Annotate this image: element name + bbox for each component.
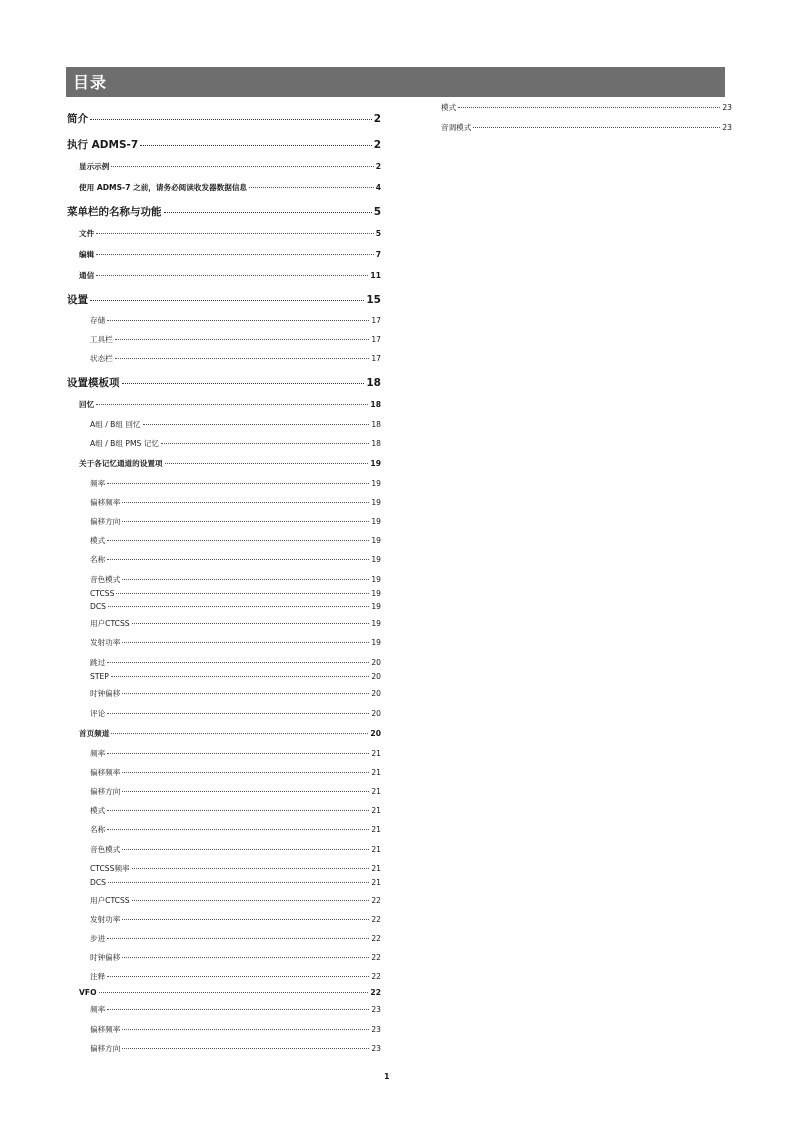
toc-leader-dots (111, 166, 373, 167)
toc-leader-dots (122, 919, 369, 920)
toc-leader-dots (122, 383, 365, 384)
toc-entry-label: 注释 (90, 972, 106, 981)
toc-leader-dots (107, 559, 369, 560)
toc-entry-label: 回忆 (79, 400, 95, 409)
toc-entry[interactable] (67, 375, 381, 390)
toc-leader-dots (107, 662, 369, 663)
toc-entry[interactable] (90, 315, 381, 326)
toc-entry[interactable] (90, 334, 381, 345)
toc-entry-page: 20 (371, 672, 381, 681)
toc-entry-page: 19 (371, 517, 381, 526)
toc-entry-page: 2 (373, 139, 381, 151)
toc-entry[interactable] (90, 637, 381, 648)
toc-leader-dots (107, 829, 369, 830)
toc-entry-label: 执行 ADMS-7 (67, 139, 139, 151)
toc-entry-page: 22 (371, 934, 381, 943)
toc-entry-page: 17 (371, 354, 381, 363)
toc-entry-page: 19 (371, 555, 381, 564)
toc-entry-label: 状态栏 (90, 354, 113, 363)
toc-entry-label: 音调模式 (441, 123, 472, 132)
toc-leader-dots (122, 521, 369, 522)
toc-entry-label: A组 / B组 回忆 (90, 420, 141, 429)
toc-entry-label: 频率 (90, 1005, 106, 1014)
toc-leader-dots (107, 540, 369, 541)
toc-leader-dots (473, 127, 720, 128)
toc-entry-page: 2 (375, 162, 381, 171)
toc-entry-label: 显示示例 (79, 162, 110, 171)
toc-entry-label: 时钟偏移 (90, 689, 121, 698)
toc-entry-label: STEP (90, 672, 109, 681)
toc-entry[interactable] (90, 353, 381, 364)
toc-entry-label: 首页频道 (79, 729, 110, 738)
toc-entry[interactable] (90, 1004, 381, 1015)
toc-leader-dots (96, 233, 374, 234)
toc-entry-page: 22 (371, 915, 381, 924)
toc-leader-dots (122, 1029, 369, 1030)
toc-entry-page: 19 (371, 638, 381, 647)
toc-entry-label: 名称 (90, 555, 106, 564)
toc-entry[interactable] (90, 438, 381, 449)
toc-entry[interactable] (90, 618, 381, 629)
toc-entry[interactable] (90, 767, 381, 778)
toc-leader-dots (140, 145, 372, 146)
toc-entry-page: 19 (371, 575, 381, 584)
toc-entry[interactable] (441, 102, 732, 113)
toc-entry[interactable] (90, 657, 381, 668)
toc-entry-label: 通信 (79, 271, 95, 280)
toc-entry[interactable] (90, 952, 381, 963)
toc-header-bar (66, 67, 725, 97)
toc-entry[interactable] (90, 478, 381, 489)
toc-entry-page: 19 (371, 498, 381, 507)
toc-leader-dots (122, 693, 369, 694)
toc-entry[interactable] (90, 844, 381, 855)
toc-entry-page: 18 (366, 377, 381, 389)
toc-leader-dots (122, 791, 369, 792)
toc-entry-page: 7 (375, 250, 381, 259)
toc-entry-page: 21 (371, 878, 381, 887)
toc-entry-label: 存储 (90, 316, 106, 325)
toc-entry[interactable] (90, 1043, 381, 1054)
toc-entry-label: A组 / B组 PMS 记忆 (90, 439, 159, 448)
toc-entry-page: 23 (722, 103, 732, 112)
toc-entry[interactable] (90, 497, 381, 508)
toc-entry[interactable] (67, 111, 381, 126)
toc-entry[interactable] (90, 805, 381, 816)
toc-leader-dots (107, 938, 369, 939)
toc-entry-label: 模式 (90, 536, 106, 545)
toc-entry[interactable] (79, 249, 381, 260)
toc-entry[interactable] (90, 895, 381, 906)
toc-entry[interactable] (90, 688, 381, 699)
toc-leader-dots (108, 606, 369, 607)
toc-leader-dots (132, 900, 370, 901)
toc-entry-page: 22 (371, 972, 381, 981)
toc-entry[interactable] (90, 933, 381, 944)
toc-entry-page: 19 (371, 602, 381, 611)
toc-entry-label: 音色模式 (90, 845, 121, 854)
toc-leader-dots (122, 642, 369, 643)
toc-entry-label: 设置 (67, 294, 88, 306)
toc-leader-dots (122, 849, 369, 850)
toc-entry[interactable] (90, 602, 381, 611)
toc-leader-dots (132, 868, 370, 869)
toc-leader-dots (90, 300, 364, 301)
toc-entry-label: DCS (90, 602, 106, 611)
toc-entry[interactable] (67, 137, 381, 152)
toc-entry-page: 18 (371, 420, 381, 429)
toc-leader-dots (164, 212, 372, 213)
toc-entry-label: 编辑 (79, 250, 95, 259)
toc-entry-label: VFO (79, 988, 97, 997)
toc-entry-page: 21 (371, 749, 381, 758)
toc-entry-label: 发射功率 (90, 638, 121, 647)
toc-entry-page: 21 (371, 845, 381, 854)
toc-entry-label: 偏移方向 (90, 1044, 121, 1053)
toc-entry[interactable] (90, 824, 381, 835)
toc-entry-label: 用户CTCSS (90, 896, 130, 905)
toc-entry[interactable] (90, 1024, 381, 1035)
toc-entry-page: 19 (371, 536, 381, 545)
toc-leader-dots (107, 483, 369, 484)
toc-entry-label: 偏移频率 (90, 1025, 121, 1034)
toc-entry[interactable] (90, 672, 381, 681)
toc-entry-label: 文件 (79, 229, 95, 238)
toc-entry[interactable] (79, 458, 381, 469)
toc-entry-page: 5 (373, 206, 381, 218)
toc-entry-page: 23 (371, 1025, 381, 1034)
toc-entry-label: DCS (90, 878, 106, 887)
toc-entry-page: 4 (375, 183, 381, 192)
toc-leader-dots (96, 275, 368, 276)
toc-entry[interactable] (90, 878, 381, 887)
toc-entry[interactable] (79, 728, 381, 739)
toc-entry[interactable] (441, 122, 732, 133)
toc-leader-dots (122, 1048, 369, 1049)
toc-entry-label: 设置模板项 (67, 377, 120, 389)
toc-leader-dots (143, 424, 370, 425)
toc-entry-page: 5 (375, 229, 381, 238)
toc-leader-dots (122, 579, 369, 580)
toc-entry-page: 19 (371, 479, 381, 488)
toc-entry-label: 菜单栏的名称与功能 (67, 206, 162, 218)
toc-entry-label: 用户CTCSS (90, 619, 130, 628)
toc-entry[interactable] (79, 270, 381, 281)
toc-entry[interactable] (79, 228, 381, 239)
toc-leader-dots (458, 107, 720, 108)
toc-leader-dots (107, 320, 369, 321)
toc-leader-dots (165, 463, 369, 464)
toc-entry[interactable] (90, 708, 381, 719)
toc-leader-dots (161, 443, 369, 444)
toc-leader-dots (249, 187, 374, 188)
toc-entry-page: 23 (371, 1005, 381, 1014)
toc-entry-page: 21 (371, 806, 381, 815)
toc-leader-dots (122, 957, 369, 958)
toc-leader-dots (107, 713, 369, 714)
toc-entry[interactable] (79, 399, 381, 410)
toc-entry-label: 工具栏 (90, 335, 113, 344)
toc-entry-page: 20 (371, 658, 381, 667)
page-number: 1 (384, 1072, 390, 1081)
toc-entry-page: 21 (371, 864, 381, 873)
toc-leader-dots (115, 358, 370, 359)
toc-entry[interactable] (90, 786, 381, 797)
toc-entry-label: 时钟偏移 (90, 953, 121, 962)
toc-leader-dots (132, 623, 370, 624)
toc-entry[interactable] (90, 914, 381, 925)
toc-entry-label: 评论 (90, 709, 106, 718)
toc-entry-label: CTCSS频率 (90, 864, 130, 873)
toc-entry-page: 18 (370, 400, 381, 409)
toc-entry-label: 偏移频率 (90, 498, 121, 507)
toc-leader-dots (111, 733, 368, 734)
toc-entry[interactable] (67, 204, 381, 219)
toc-entry-page: 20 (370, 729, 381, 738)
toc-entry-label: 关于各记忆通道的设置项 (79, 459, 163, 468)
toc-entry[interactable] (79, 161, 381, 172)
toc-leader-dots (107, 976, 369, 977)
toc-entry[interactable] (67, 292, 381, 307)
toc-entry-label: CTCSS (90, 589, 115, 598)
toc-leader-dots (116, 593, 369, 594)
toc-entry[interactable] (79, 988, 381, 997)
toc-entry-page: 22 (370, 988, 381, 997)
toc-entry-page: 17 (371, 316, 381, 325)
toc-entry-label: 音色模式 (90, 575, 121, 584)
toc-entry-label: 频率 (90, 749, 106, 758)
toc-entry-page: 22 (371, 953, 381, 962)
toc-leader-dots (107, 810, 369, 811)
toc-entry-label: 频率 (90, 479, 106, 488)
toc-entry-page: 2 (373, 113, 381, 125)
toc-leader-dots (115, 339, 370, 340)
toc-entry-page: 19 (371, 589, 381, 598)
toc-entry-label: 简介 (67, 113, 88, 125)
toc-leader-dots (96, 404, 368, 405)
toc-entry[interactable] (90, 535, 381, 546)
toc-entry-page: 20 (371, 709, 381, 718)
toc-entry[interactable] (90, 554, 381, 565)
toc-entry-page: 21 (371, 787, 381, 796)
toc-entry-label: 模式 (90, 806, 106, 815)
toc-leader-dots (107, 1009, 369, 1010)
toc-entry-page: 19 (371, 619, 381, 628)
toc-entry-label: 跳过 (90, 658, 106, 667)
toc-leader-dots (90, 119, 372, 120)
toc-leader-dots (99, 992, 369, 993)
toc-entry[interactable] (90, 589, 381, 598)
toc-entry-label: 使用 ADMS-7 之前，请务必阅读收发器数据信息 (79, 183, 248, 192)
toc-entry-label: 模式 (441, 103, 457, 112)
toc-entry[interactable] (90, 748, 381, 759)
toc-entry-page: 19 (370, 459, 381, 468)
toc-entry-page: 23 (371, 1044, 381, 1053)
toc-entry-label: 名称 (90, 825, 106, 834)
toc-entry-page: 21 (371, 825, 381, 834)
toc-entry-label: 偏移方向 (90, 517, 121, 526)
toc-entry-page: 17 (371, 335, 381, 344)
toc-entry-label: 发射功率 (90, 915, 121, 924)
toc-leader-dots (122, 502, 369, 503)
toc-entry-page: 21 (371, 768, 381, 777)
toc-entry-page: 22 (371, 896, 381, 905)
toc-entry-label: 步进 (90, 934, 106, 943)
toc-entry-page: 11 (370, 271, 381, 280)
toc-entry[interactable] (90, 574, 381, 585)
toc-entry-page: 18 (371, 439, 381, 448)
toc-entry-page: 23 (722, 123, 732, 132)
toc-leader-dots (111, 676, 369, 677)
toc-entry-label: 偏移方向 (90, 787, 121, 796)
toc-leader-dots (96, 254, 374, 255)
toc-title: 目录 (73, 73, 108, 92)
toc-entry[interactable] (90, 516, 381, 527)
toc-leader-dots (122, 772, 369, 773)
toc-leader-dots (108, 882, 369, 883)
toc-entry-label: 偏移频率 (90, 768, 121, 777)
toc-entry-page: 15 (366, 294, 381, 306)
toc-entry-page: 20 (371, 689, 381, 698)
toc-entry[interactable] (90, 971, 381, 982)
toc-entry[interactable] (79, 182, 381, 193)
toc-entry[interactable] (90, 419, 381, 430)
toc-entry[interactable] (90, 863, 381, 874)
toc-leader-dots (107, 753, 369, 754)
